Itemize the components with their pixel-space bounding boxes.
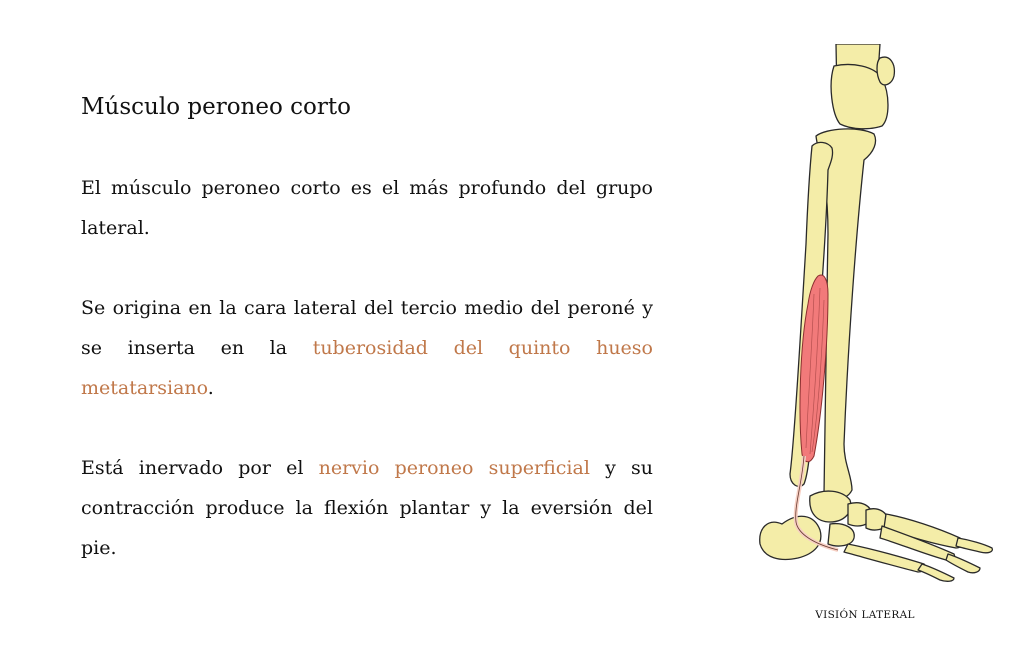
patella-bone (877, 57, 894, 85)
toe-3 (918, 564, 954, 581)
paragraph-origin-insertion (81, 288, 653, 408)
page-title: Músculo peroneo corto (81, 94, 351, 120)
paragraph-innervation-end: y su contracción produce la flexión plantar y la eversión del pie. (81, 457, 653, 559)
talus-bone (810, 491, 851, 522)
paragraph-origin-end: . (207, 377, 214, 399)
paragraph-intro: El músculo peroneo corto es el más profundo del grupo lateral. (81, 177, 653, 239)
toe-1 (956, 538, 992, 553)
toe-2 (946, 554, 980, 573)
leg-lateral-illustration (748, 44, 1008, 584)
insertion-highlight-link[interactable]: tuberosidad del quinto hueso metatarsiano (81, 337, 653, 399)
paragraph-origin-text: Se origina en la cara lateral del tercio medio del peroné y se inserta en la (81, 297, 653, 359)
description-text (81, 168, 653, 568)
paragraph-innervation (81, 448, 653, 568)
paragraph-innervation-text: Está inervado por el (81, 457, 319, 479)
figure-caption: VISIÓN LATERAL (815, 609, 915, 621)
cuboid-bone (828, 524, 854, 546)
nerve-highlight-link[interactable]: nervio peroneo superficial (318, 457, 590, 479)
